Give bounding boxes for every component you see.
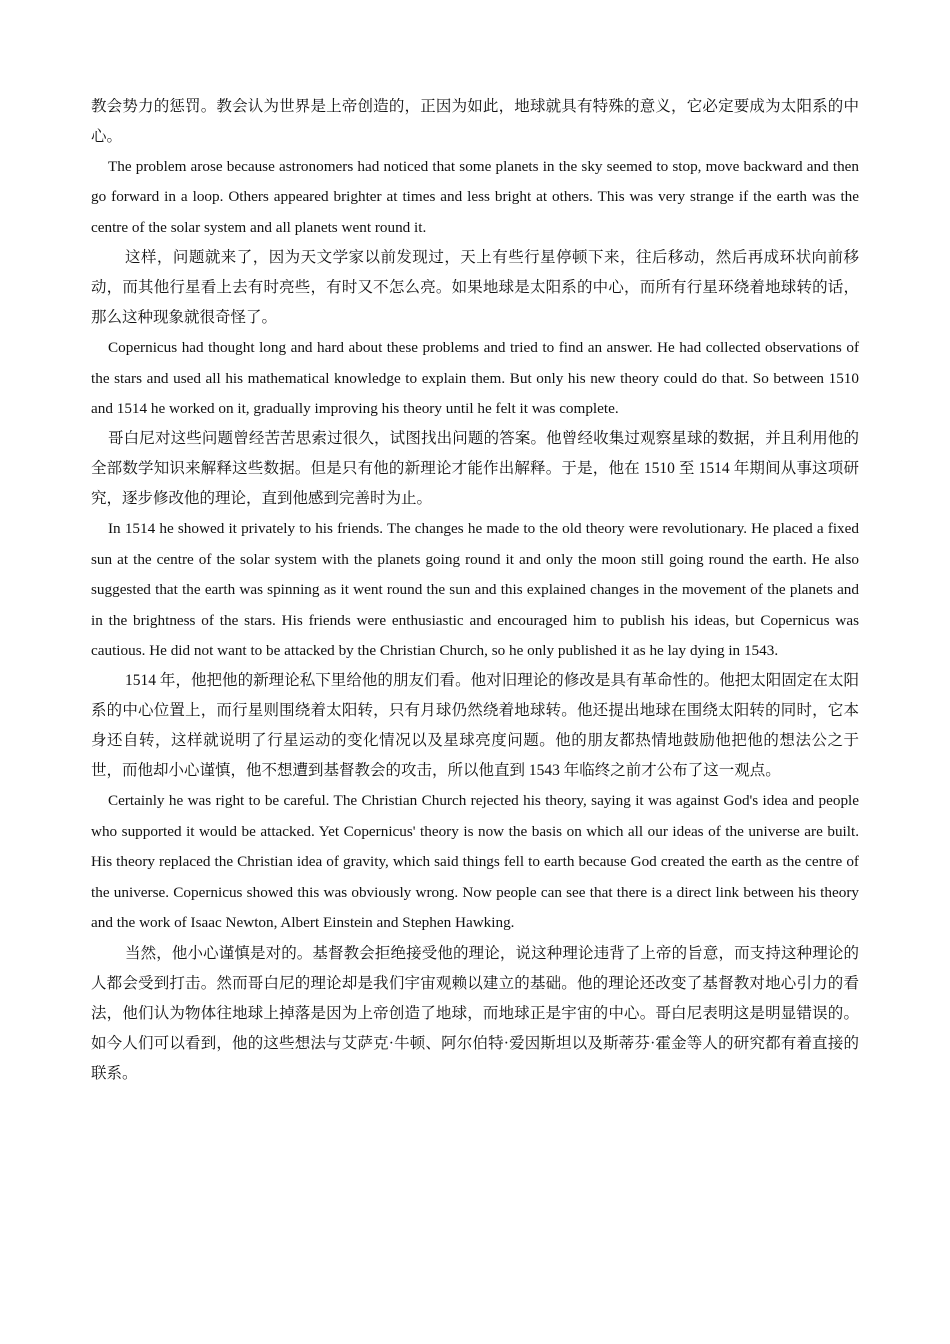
paragraph-zh-2: 这样，问题就来了，因为天文学家以前发现过，天上有些行星停顿下来，往后移动，然后再成环状向前移动，而其他行星看上去有时亮些，有时又不怎么亮。如果地球是太阳系的中心，而所有行星环绕着地球转的话，那么这种现象就很奇怪了。 [91, 249, 859, 327]
paragraph-zh-4: 1514 年，他把他的新理论私下里给他的朋友们看。他对旧理论的修改是具有革命性的。他把太阳固定在太阳系的中心位置上，而行星则围绕着太阳转，只有月球仍然绕着地球转。他还提出地球在围绕太阳转的同时，它本身还自转，这样就说明了行星运动的变化情况以及星球亮度问题。他的朋友都热情地鼓励他把他的想法公之于世，而他却小心谨慎，他不想遭到基督教会的攻击，所以他直到 1543 年临终之前才公布了这一观点。 [91, 672, 859, 780]
paragraph-en-4: Certainly he was right to be careful. The Christian Church rejected his theory, saying it was against God's idea and people who supported it would be attacked. Yet Copernicus' theory is now the basis on which all our ideas of the universe are built. His theory replaced the Christian idea of gravity, which said things fell to earth because God created the earth as the centre of the universe. Copernicus showed this was obviously wrong. Now people can see that there is a direct link between his theory and the work of Isaac Newton, Albert Einstein and Stephen Hawking. [91, 792, 859, 932]
paragraph-en-2: Copernicus had thought long and hard about these problems and tried to find an answer. He had collected observations of the stars and used all his mathematical knowledge to explain them. But only his new theory could do that. So between 1510 and 1514 he worked on it, gradually improving his theory until he felt it was complete. [91, 339, 859, 418]
document-page [91, 92, 859, 1089]
paragraph-en-1: The problem arose because astronomers had noticed that some planets in the sky seemed to stop, move backward and then go forward in a loop. Others appeared brighter at times and less bright at others. This was very strange if the earth was the centre of the solar system and all planets went round it. [91, 158, 859, 236]
paragraph-zh-1: 教会势力的惩罚。教会认为世界是上帝创造的，正因为如此，地球就具有特殊的意义，它必定要成为太阳系的中心。 [91, 98, 859, 145]
paragraph-zh-5: 当然，他小心谨慎是对的。基督教会拒绝接受他的理论，说这种理论违背了上帝的旨意，而支持这种理论的人都会受到打击。然而哥白尼的理论却是我们宇宙观赖以建立的基础。他的理论还改变了基督教对地心引力的看法，他们认为物体往地球上掉落是因为上帝创造了地球，而地球正是宇宙的中心。哥白尼表明这是明显错误的。如今人们可以看到，他的这些想法与艾萨克·牛顿、阿尔伯特·爱因斯坦以及斯蒂芬·霍金等人的研究都有着直接的联系。 [91, 944, 859, 1082]
paragraph-en-3: In 1514 he showed it privately to his friends. The changes he made to the old theory were revolutionary. He placed a fixed sun at the centre of the solar system with the planets going round it and only the moon still going round the earth. He also suggested that the earth was spinning as it went round the sun and this explained changes in the movement of the planets and in the brightness of the stars. His friends were enthusiastic and encouraged him to publish his ideas, but Copernicus was cautious. He did not want to be attacked by the Christian Church, so he only published it as he lay dying in 1543. [91, 520, 859, 660]
paragraph-zh-3: 哥白尼对这些问题曾经苦苦思索过很久，试图找出问题的答案。他曾经收集过观察星球的数据，并且利用他的全部数学知识来解释这些数据。但是只有他的新理论才能作出解释。于是，他在 1510 至 1514 年期间从事这项研究，逐步修改他的理论，直到他感到完善时为止。 [91, 430, 859, 508]
